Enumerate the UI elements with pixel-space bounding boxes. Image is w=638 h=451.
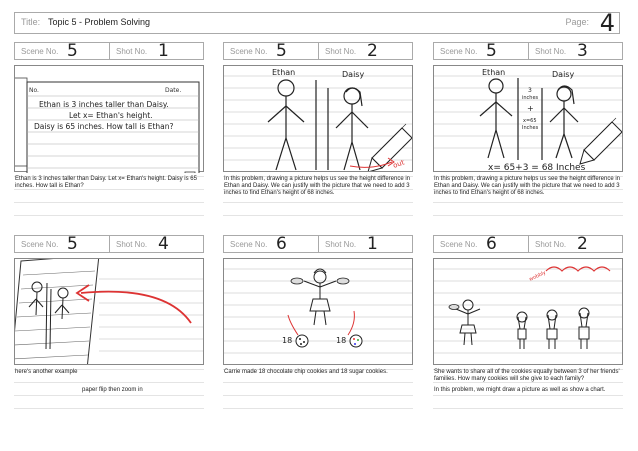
sketch-page-flip [15, 259, 204, 365]
scene-number: 5 [276, 41, 287, 61]
header-divider [109, 43, 110, 59]
sketch-notebook-problem [15, 66, 205, 173]
shot-number: 4 [158, 234, 169, 254]
friend-figure-2 [547, 310, 557, 349]
name-ethan: Ethan [482, 68, 506, 77]
header-divider [528, 236, 529, 252]
scene-label: Scene No. [21, 240, 59, 249]
annot-x65: x=65 [523, 118, 537, 124]
notebook-date: Date. [165, 87, 182, 94]
name-ethan: Ethan [272, 68, 296, 77]
annot-inches: inches [522, 95, 539, 101]
cookie-count-2: 18 [336, 336, 347, 345]
title-bar [14, 9, 620, 37]
shot-label: Shot No. [325, 240, 357, 249]
panel-header [14, 42, 204, 60]
note-text: In this problem, drawing a picture helps us see the height difference in Ethan and Daisy. We can justify with the picture that we need to add 3 inches to find Ethan's height of 68 inches. [434, 176, 620, 196]
shot-number: 1 [367, 234, 378, 254]
friend-figure-1 [517, 312, 527, 349]
notebook-no: No. [29, 87, 39, 94]
note-text: In this problem, drawing a picture helps us see the height difference in Ethan and Daisy. We can justify with the picture that we need to add 3 inches to find Ethan's height of 68 inches. [224, 176, 410, 196]
shot-number: 1 [158, 41, 169, 61]
shot-number: 2 [577, 234, 588, 254]
sketch-frame [223, 65, 413, 172]
shot-label: Shot No. [325, 47, 357, 56]
title-label: Title: [21, 17, 41, 27]
shot-label: Shot No. [116, 240, 148, 249]
sketch-ethan-daisy [224, 66, 413, 172]
ethan-figure [480, 79, 512, 158]
header-divider [318, 236, 319, 252]
note-text: here's another example [15, 369, 78, 375]
annot-inches-2: Inches [522, 125, 539, 131]
sketch-three-friends [434, 259, 623, 365]
panel-header [223, 235, 413, 253]
name-daisy: Daisy [342, 70, 365, 79]
ethan-figure [268, 80, 304, 170]
sketch-frame [223, 258, 413, 365]
shot-label: Shot No. [116, 47, 148, 56]
note-text: She wants to share all of the cookies equally between 3 of her friends' families. How many cookies will she give to each family? [434, 369, 620, 382]
shot-number: 3 [577, 41, 588, 61]
friend-figure-3 [579, 308, 589, 349]
note-text: Carrie made 18 chocolate chip cookies and 18 sugar cookies. [224, 369, 388, 375]
header-divider [109, 236, 110, 252]
pencil-icon [580, 118, 622, 164]
shot-number: 2 [367, 41, 378, 61]
daisy-figure [550, 86, 578, 158]
scene-number: 5 [67, 41, 78, 61]
note-text: paper flip then zoom in [82, 387, 143, 393]
scene-number: 6 [276, 234, 287, 254]
scene-number: 5 [67, 234, 78, 254]
scene-label: Scene No. [230, 47, 268, 56]
equation-text: x= 65+3 = 68 Inches [488, 163, 586, 173]
scene-label: Scene No. [230, 240, 268, 249]
sketch-carrie-cookies [224, 259, 413, 365]
sketch-frame [14, 258, 204, 365]
shot-label: Shot No. [535, 47, 567, 56]
wobble-annotation: wobbly [528, 269, 548, 283]
shot-label: Shot No. [535, 240, 567, 249]
note-text: Ethan is 3 inches taller than Daisy. Let x= Ethan's height. Daisy is 65 inches. How tall is Ethan? [15, 176, 197, 189]
panel-header [433, 42, 623, 60]
name-daisy: Daisy [552, 70, 575, 79]
chocolate-cookie-icon [296, 335, 308, 347]
carrie-figure [456, 300, 480, 345]
scene-number: 5 [486, 41, 497, 61]
problem-line-1: Ethan is 3 inches taller than Daisy. [39, 100, 169, 109]
note-text: In this problem, we might draw a picture as well as show a chart. [434, 387, 606, 393]
panel-header [223, 42, 413, 60]
annot-plus: + [527, 104, 534, 113]
scene-label: Scene No. [21, 47, 59, 56]
sugar-cookie-icon [350, 335, 362, 347]
daisy-figure [336, 88, 368, 170]
scene-label: Scene No. [440, 240, 478, 249]
scene-label: Scene No. [440, 47, 478, 56]
page-number: 4 [599, 9, 615, 37]
page-label: Page: [565, 17, 589, 27]
panel-header [433, 235, 623, 253]
annot-3: 3 [528, 87, 532, 94]
sketch-frame [433, 65, 623, 172]
header-divider [528, 43, 529, 59]
sketch-frame [14, 65, 204, 172]
carrie-figure [304, 269, 336, 325]
out-annotation: out [391, 158, 406, 170]
title-value: Topic 5 - Problem Solving [48, 17, 151, 27]
cookie-plate-icon [449, 305, 459, 310]
sketch-frame [433, 258, 623, 365]
scene-number: 6 [486, 234, 497, 254]
problem-line-2: Let x= Ethan's height. [69, 111, 153, 120]
panel-header [14, 235, 204, 253]
problem-line-3: Daisy is 65 inches. How tall is Ethan? [34, 122, 174, 131]
sketch-ethan-daisy-equation [434, 66, 623, 172]
cookie-count-1: 18 [282, 336, 293, 345]
header-divider [318, 43, 319, 59]
